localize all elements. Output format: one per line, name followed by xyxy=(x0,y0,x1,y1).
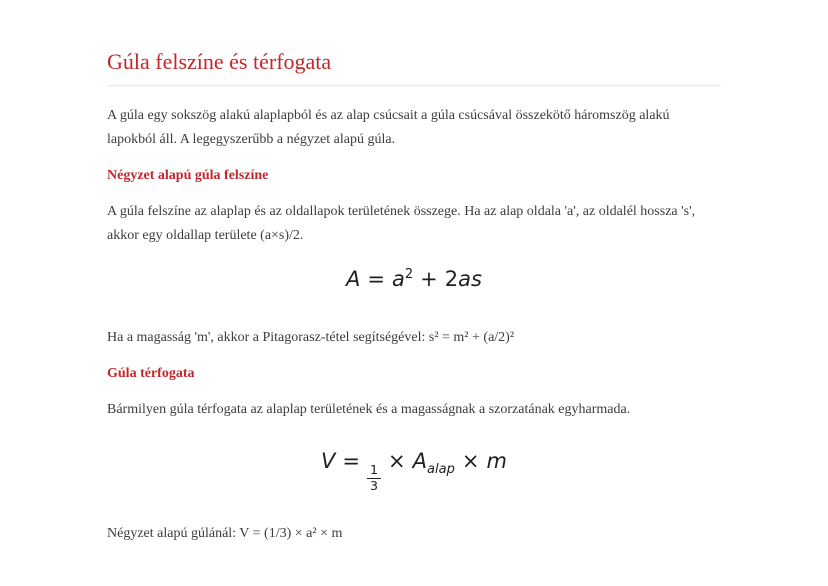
article-content xyxy=(107,0,721,546)
volume-paragraph: Bármilyen gúla térfogata az alaplap területének és a magasságnak a szorzatának egyharmada. xyxy=(107,402,631,417)
intro-paragraph: A gúla egy sokszög alakú alaplapból és az alap csúcsait a gúla csúcsával összekötő háromszög alakú lapokból áll. A legegyszerűbb a négyzet alapú gúla. xyxy=(107,108,670,147)
surface-note: Ha a magasság 'm', akkor a Pitagorasz-tétel segítségével: s² = m² + (a/2)² xyxy=(107,330,515,345)
title-divider xyxy=(107,85,721,87)
section-heading-surface: Négyzet alapú gúla felszíne xyxy=(107,168,269,183)
surface-paragraph: A gúla felszíne az alaplap és az oldallapok területének összege. Ha az alap oldala 'a', az oldalél hossza 's', akkor egy oldallap területe (a×s)/2. xyxy=(107,204,696,243)
page-title: Gúla felszíne és térfogata xyxy=(107,49,332,74)
volume-note: Négyzet alapú gúlánál: V = (1/3) × a² × m xyxy=(107,526,343,542)
volume-formula: V = $\frac{1}{3}$ × $A_{alap} \times m$ xyxy=(321,449,507,493)
section-heading-volume: Gúla térfogata xyxy=(107,366,195,381)
surface-area-formula: $A = a^2 + 2as$ xyxy=(346,267,482,291)
